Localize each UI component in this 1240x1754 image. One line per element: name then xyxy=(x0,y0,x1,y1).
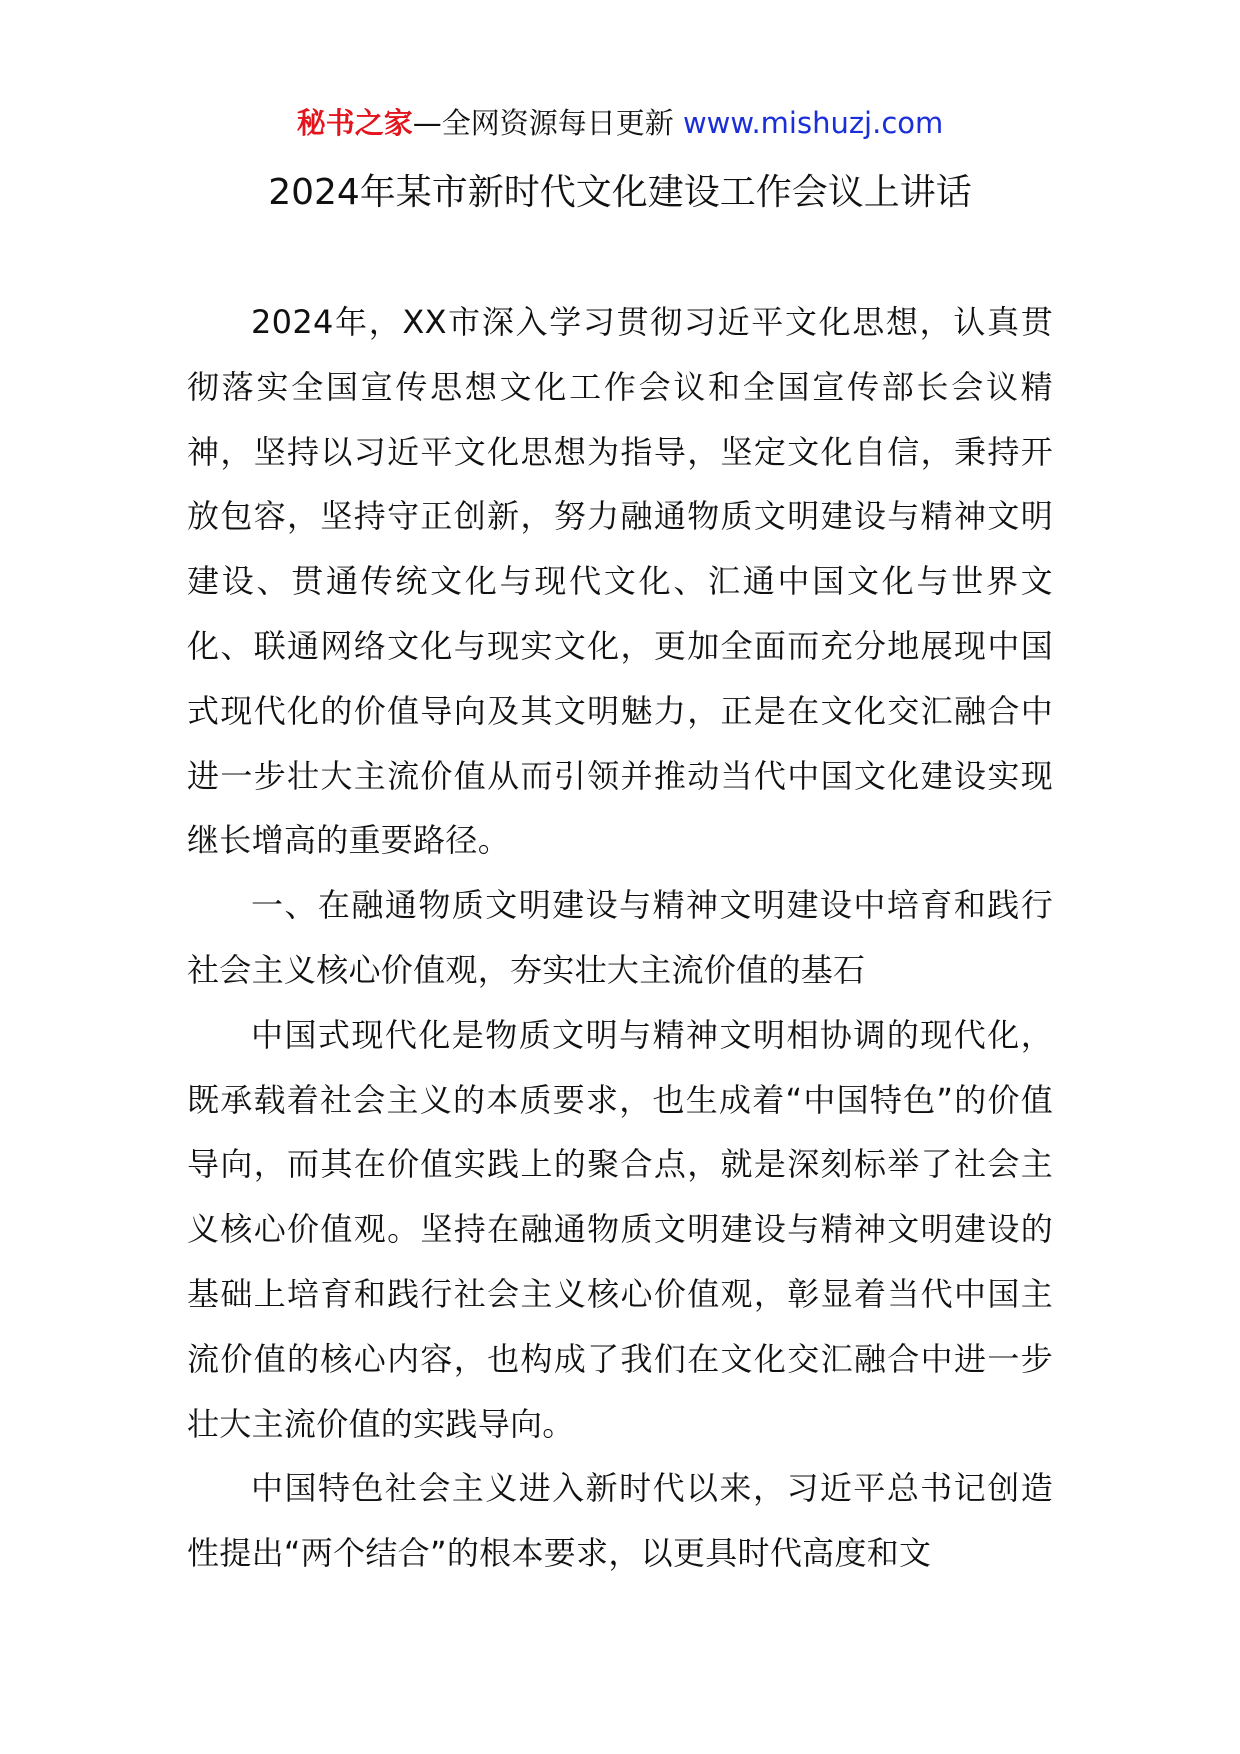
header-tagline: —全网资源每日更新 xyxy=(412,106,674,140)
site-url-link[interactable]: www.mishuzj.com xyxy=(682,106,944,140)
paragraph-two-combinations: 中国特色社会主义进入新时代以来，习近平总书记创造性提出“两个结合”的根本要求，以更具时代高度和文 xyxy=(187,1469,1053,1573)
brand-name: 秘书之家 xyxy=(296,106,413,140)
header-banner xyxy=(0,103,1240,143)
paragraph-intro: 2024年，XX市深入学习贯彻习近平文化思想，认真贯彻落实全国宣传思想文化工作会议和全国宣传部长会议精神，坚持以习近平文化思想为指导，坚定文化自信，秉持开放包容，坚持守正创新，努力融通物质文明建设与精神文明建设、贯通传统文化与现代文化、汇通中国文化与世界文化、联通网络文化与现实文化，更加全面而充分地展现中国式现代化的价值导向及其文明魅力，正是在文化交汇融合中进一步壮大主流价值从而引领并推动当代中国文化建设实现继长增高的重要路径。 xyxy=(187,303,1053,860)
document-title: 2024年某市新时代文化建设工作会议上讲话 xyxy=(268,172,972,213)
document-body xyxy=(187,290,1053,1586)
paragraph-section-1: 中国式现代化是物质文明与精神文明相协调的现代化，既承载着社会主义的本质要求，也生成着“中国特色”的价值导向，而其在价值实践上的聚合点，就是深刻标举了社会主义核心价值观。坚持在融通物质文明建设与精神文明建设的基础上培育和践行社会主义核心价值观，彰显着当代中国主流价值的核心内容，也构成了我们在文化交汇融合中进一步壮大主流价值的实践导向。 xyxy=(187,1015,1053,1443)
section-heading-1: 一、在融通物质文明建设与精神文明建设中培育和践行社会主义核心价值观，夯实壮大主流价值的基石 xyxy=(187,886,1053,989)
